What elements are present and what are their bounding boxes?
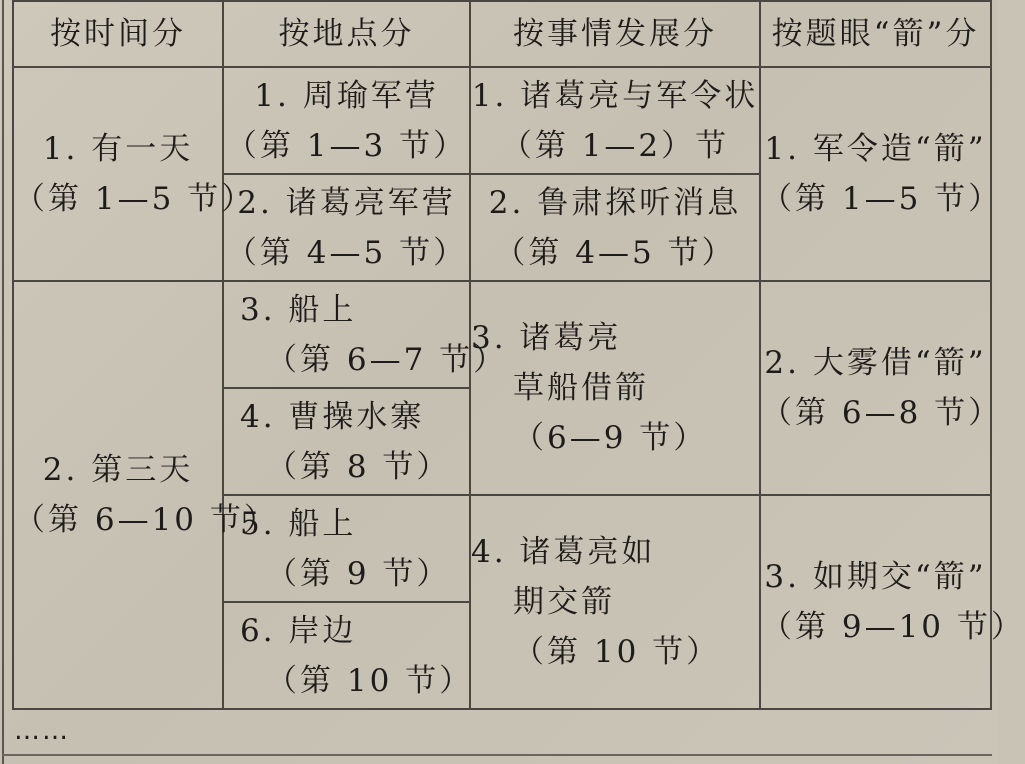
place-label: 2. 诸葛亮军营 <box>237 184 456 221</box>
arrow-label: 2. 大雾借“箭” <box>764 345 987 381</box>
event-cell-3 <box>470 281 760 495</box>
place-range: （第 1—3 节） <box>225 127 468 164</box>
place-cell-5 <box>223 495 470 602</box>
event-range: （第 1—2）节 <box>500 127 730 164</box>
place-cell-1 <box>223 67 470 174</box>
place-range: （第 8 节） <box>266 448 451 485</box>
arrow-range: （第 9—10 节） <box>761 609 1025 645</box>
table-row <box>13 67 991 174</box>
arrow-cell-2 <box>760 281 1003 495</box>
event-label: 3. 诸葛亮 <box>471 320 622 356</box>
place-cell-3 <box>223 281 508 388</box>
place-range: （第 10 节） <box>266 662 474 699</box>
table-row <box>13 281 991 388</box>
header-row <box>13 1 991 67</box>
arrow-cell-1 <box>760 67 1003 281</box>
time-cell-2 <box>13 281 278 709</box>
time-cell-1 <box>13 67 256 281</box>
arrow-range: （第 6—8 节） <box>761 395 1003 431</box>
event-label-cont: 草船借箭 <box>513 370 649 406</box>
place-range: （第 9 节） <box>266 555 451 592</box>
place-label: 1. 周瑜军营 <box>254 77 439 114</box>
time-range: （第 1—5 节） <box>14 181 256 217</box>
header-by-arrow: 按题眼“箭”分 <box>760 1 991 67</box>
time-label: 2. 第三天 <box>42 452 194 488</box>
place-range: （第 4—5 节） <box>225 234 468 271</box>
header-by-event: 按事情发展分 <box>470 1 760 67</box>
arrow-label: 1. 军令造“箭” <box>764 131 987 167</box>
place-cell-6 <box>223 602 474 709</box>
event-cell-1 <box>470 67 760 174</box>
event-cell-4 <box>470 495 760 709</box>
header-by-place: 按地点分 <box>223 1 470 67</box>
event-range: （第 4—5 节） <box>494 234 736 271</box>
place-label: 5. 船上 <box>240 505 357 542</box>
arrow-range: （第 1—5 节） <box>761 181 1003 217</box>
place-label: 4. 曹操水寨 <box>240 398 425 435</box>
story-division-table <box>12 0 1025 710</box>
event-label: 2. 鲁肃探听消息 <box>488 184 742 221</box>
event-label: 1. 诸葛亮与军令状 <box>471 77 759 114</box>
continuation-ellipsis: …… <box>14 716 70 746</box>
place-label: 3. 船上 <box>240 291 357 328</box>
place-label: 6. 岸边 <box>240 612 357 649</box>
left-border-line <box>2 0 4 764</box>
place-cell-4 <box>223 388 470 495</box>
event-label-cont: 期交箭 <box>513 584 615 620</box>
header-by-time: 按时间分 <box>13 1 223 67</box>
arrow-cell-3 <box>760 495 1025 709</box>
event-cell-2 <box>470 174 760 281</box>
arrow-label: 3. 如期交“箭” <box>764 559 987 595</box>
bottom-border-line <box>2 754 992 756</box>
event-range: （6—9 节） <box>513 420 708 456</box>
place-range: （第 6—7 节） <box>266 341 508 378</box>
place-cell-2 <box>223 174 470 281</box>
time-label: 1. 有一天 <box>42 131 194 167</box>
time-range: （第 6—10 节） <box>14 502 278 538</box>
event-range: （第 10 节） <box>513 634 721 670</box>
event-label: 4. 诸葛亮如 <box>471 534 656 570</box>
